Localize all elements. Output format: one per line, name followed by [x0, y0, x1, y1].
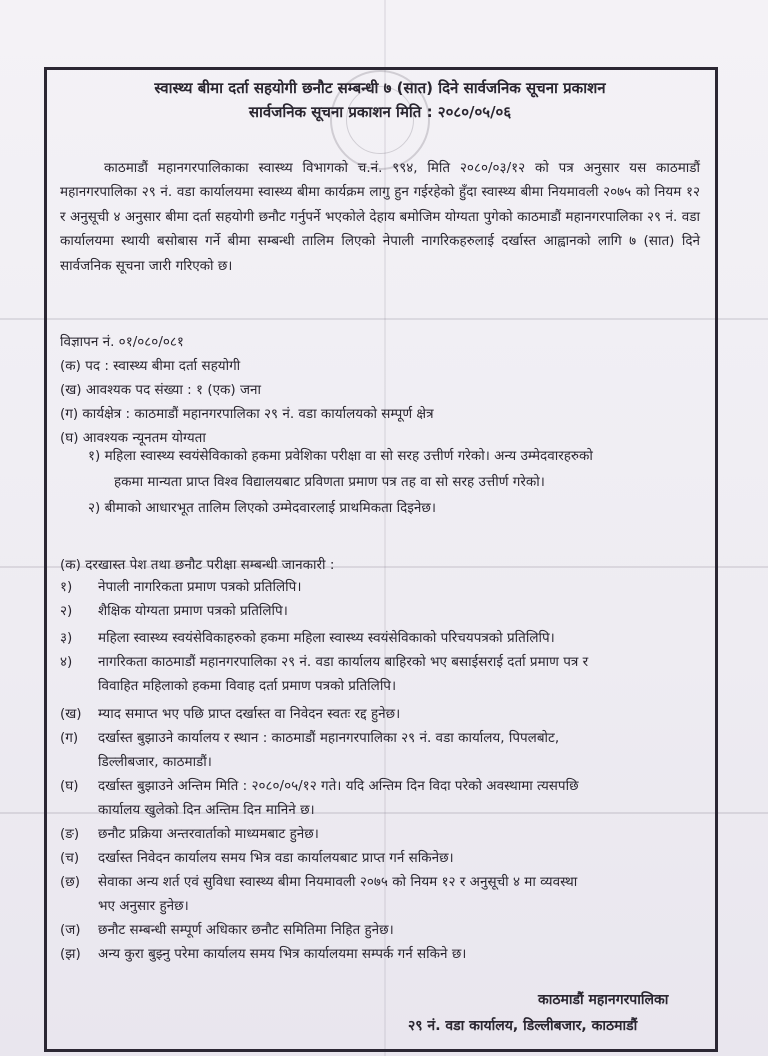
- clause-text-continued: भए अनुसार हुनेछ।: [98, 898, 189, 914]
- list-item-continued: विवाहित महिलाको हकमा विवाह दर्ता प्रमाण पत्रको प्रतिलिपि।: [98, 678, 397, 694]
- list-item: नागरिकता काठमाडौं महानगरपालिका २९ नं. वडा कार्यालय बाहिरको भए बसाईसराई दर्ता प्रमाण पत्र र: [98, 654, 589, 670]
- list-item: शैक्षिक योग्यता प्रमाण पत्रको प्रतिलिपि।: [98, 603, 288, 619]
- clause-label: (ङ): [60, 826, 80, 842]
- intro-text: काठमाडौं महानगरपालिकाका स्वास्थ्य विभागको च.नं. ९९४, मिति २०८०/०३/१२ को पत्र अनुसार यस काठमाडौं महानगरपालिका २९ नं. वडा कार्यालयमा स्वास्थ्य बीमा कार्यक्रम लागु हुन गईरहेको हुँदा स्वास्थ्य बीमा नियमावली २०७५ को नियम १२ र अनुसूची ४ अनुसार बीमा दर्ता सहयोगी छनौट गर्नुपर्ने भएकोले देहाय बमोजिम योग्यता पुगेको काठमाडौं महानगरपालिका २९ नं. वडा कार्यालयमा स्थायी बसोबास गर्ने बीमा सम्बन्धी तालिम लिएको नेपाली नागरिकहरुलाई दर्खास्त आह्वानको लागि ७ (सात) दिने सार्वजनिक सूचना जारी गरिएको छ।: [60, 160, 700, 274]
- list-item-number: १): [60, 579, 73, 595]
- qualification-heading: (घ) आवश्यक न्यूनतम योग्यता: [60, 430, 206, 446]
- post-name: (क) पद : स्वास्थ्य बीमा दर्ता सहयोगी: [60, 358, 241, 374]
- clause-label: (ख): [60, 706, 82, 722]
- clause-text: म्याद समाप्त भए पछि प्राप्त दर्खास्त वा निवेदन स्वतः रद्द हुनेछ।: [98, 706, 401, 722]
- clause-label: (घ): [60, 778, 79, 794]
- clause-text: सेवाका अन्य शर्त एवं सुविधा स्वास्थ्य बीमा नियमावली २०७५ को नियम १२ र अनुसूची ४ मा व्यवस्था: [98, 874, 578, 890]
- notice-title: [50, 76, 710, 124]
- work-area: (ग) कार्यक्षेत्र : काठमाडौं महानगरपालिका २९ नं. वडा कार्यालयको सम्पूर्ण क्षेत्र: [60, 406, 434, 422]
- title-line-1: स्वास्थ्य बीमा दर्ता सहयोगी छनौट सम्बन्धी ७ (सात) दिने सार्वजनिक सूचना प्रकाशन: [154, 79, 606, 97]
- clause-text: दर्खास्त बुझाउने अन्तिम मिति : २०८०/०५/१२ गते। यदि अन्तिम दिन विदा परेको अवस्थामा त्यसपछि: [98, 778, 579, 794]
- application-heading: (क) दरखास्त पेश तथा छनौट परीक्षा सम्बन्धी जानकारी :: [60, 557, 335, 573]
- publication-date: सार्वजनिक सूचना प्रकाशन मिति : २०८०/०५/०६: [248, 103, 512, 121]
- clause-text: छनौट सम्बन्धी सम्पूर्ण अधिकार छनौट समितिमा निहित हुनेछ।: [98, 922, 394, 938]
- qualification-2: २) बीमाको आधारभूत तालिम लिएको उम्मेदवारलाई प्राथमिकता दिइनेछ।: [88, 500, 436, 516]
- advertisement-number: विज्ञापन नं. ०१/०८०/०८१: [60, 334, 184, 350]
- clause-label: (छ): [60, 874, 80, 890]
- list-item: नेपाली नागरिकता प्रमाण पत्रको प्रतिलिपि।: [98, 579, 302, 595]
- qualification-1-line-2: हकमा मान्यता प्राप्त विश्व विद्यालयबाट प्रविणता प्रमाण पत्र तह वा सो सरह उत्तीर्ण गरेको।: [114, 474, 545, 490]
- intro-paragraph: [60, 156, 700, 278]
- qualification-1-line-1: १) महिला स्वास्थ्य स्वयंसेविकाको हकमा प्रवेशिका परीक्षा वा सो सरह उत्तीर्ण गरेको। अन्य उम्मेदवारहरुको: [88, 448, 593, 464]
- positions-count: (ख) आवश्यक पद संख्या : १ (एक) जना: [60, 382, 261, 398]
- clause-label: (ज): [60, 922, 81, 938]
- list-item: महिला स्वास्थ्य स्वयंसेविकाहरुको हकमा महिला स्वास्थ्य स्वयंसेविकाको परिचयपत्रको प्रतिलिपि।: [98, 630, 555, 646]
- list-item-number: ४): [60, 654, 73, 670]
- clause-text: अन्य कुरा बुझ्नु परेमा कार्यालय समय भित्र कार्यालयमा सम्पर्क गर्न सकिने छ।: [98, 946, 467, 962]
- footer-office-address: २९ नं. वडा कार्यालय, डिल्लीबजार, काठमाडौं: [408, 1018, 638, 1034]
- clause-label: (च): [60, 850, 80, 866]
- clause-label: (झ): [60, 946, 81, 962]
- clause-text: दर्खास्त बुझाउने कार्यालय र स्थान : काठमाडौं महानगरपालिका २९ नं. वडा कार्यालय, पिपलबोट,: [98, 730, 560, 746]
- footer-organization: काठमाडौं महानगरपालिका: [538, 992, 669, 1008]
- clause-text-continued: कार्यालय खुलेको दिन अन्तिम दिन मानिने छ।: [98, 802, 315, 818]
- list-item-number: ३): [60, 630, 73, 646]
- list-item-number: २): [60, 603, 73, 619]
- clause-text-continued: डिल्लीबजार, काठमाडौं।: [98, 754, 212, 770]
- clause-text: छनौट प्रक्रिया अन्तरवार्ताको माध्यमबाट हुनेछ।: [98, 826, 319, 842]
- clause-text: दर्खास्त निवेदन कार्यालय समय भित्र वडा कार्यालयबाट प्राप्त गर्न सकिनेछ।: [98, 850, 454, 866]
- clause-label: (ग): [60, 730, 79, 746]
